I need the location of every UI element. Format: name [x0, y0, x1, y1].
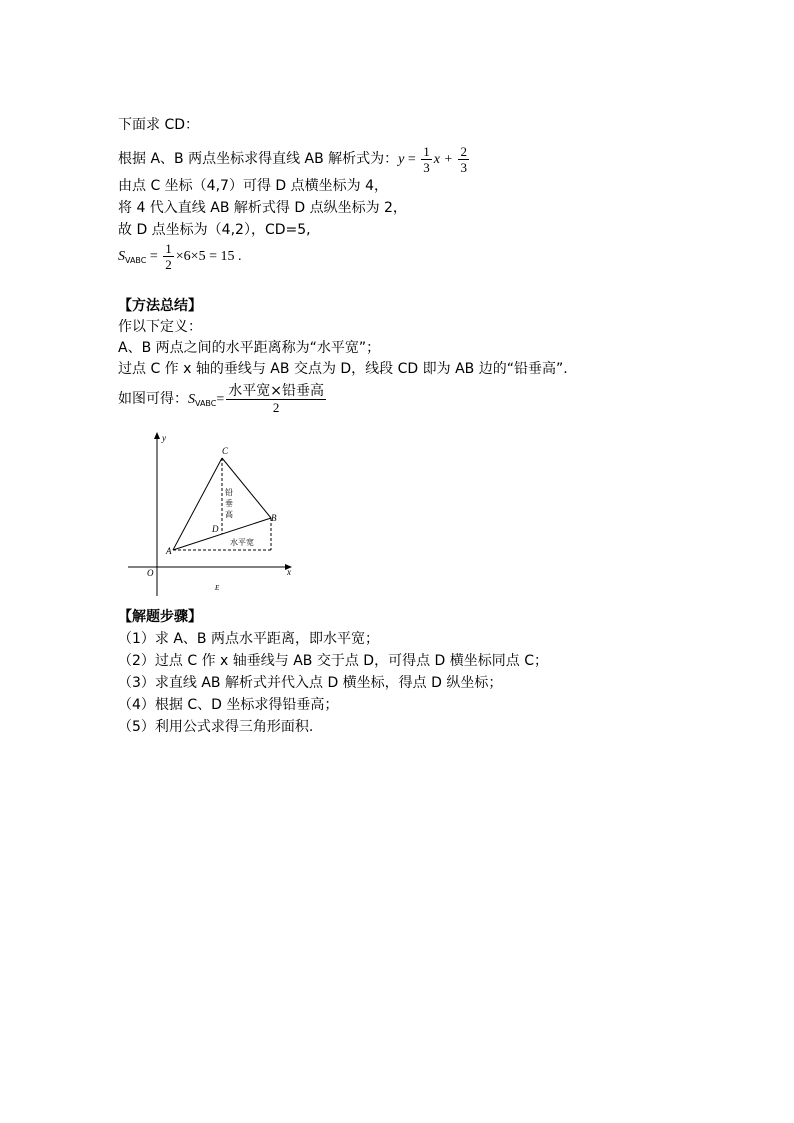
triangle-figure — [125, 428, 300, 598]
label-b: B — [271, 513, 277, 523]
label-e: E — [215, 584, 220, 592]
line-ab-intro: 根据 A、B 两点坐标求得直线 AB 解析式为： — [118, 151, 399, 167]
vertical-text-2: 垂 — [225, 499, 233, 508]
line-d-coord: 故 D 点坐标为（4,2），CD=5, — [118, 222, 311, 238]
step-item-4: （4）根据 C、D 坐标求得铅垂高； — [118, 697, 339, 713]
fraction-one-third: $\frac{1}{3}$ — [423, 144, 430, 176]
line-d-y: 将 4 代入直线 AB 解析式得 D 点纵坐标为 2， — [118, 200, 407, 216]
label-a: A — [166, 546, 172, 556]
line-ab-equation — [118, 143, 471, 176]
step-item-5: （5）利用公式求得三角形面积. — [118, 719, 314, 735]
label-y: y — [162, 433, 166, 443]
step-item-3: （3）求直线 AB 解析式并代入点 D 横坐标，得点 D 纵坐标； — [118, 675, 503, 691]
fraction-two-thirds: $\frac{2}{3}$ — [460, 144, 467, 176]
label-d: D — [212, 524, 219, 534]
y-axis-arrow — [154, 432, 160, 439]
vertical-text-1: 铅 — [225, 488, 233, 497]
solution-heading: 下面求 CD： — [118, 117, 200, 133]
label-x: x — [287, 567, 291, 577]
line-ab-formula: y = $\frac{1}{3}$ x + $\frac{2}{3}$ — [398, 144, 467, 176]
formula-fraction: $\frac{\text{水平宽×铅垂高}}{2}$ — [228, 382, 325, 415]
fraction-one-half: $\frac{1}{2}$ — [165, 240, 172, 272]
summary-def-intro: 作以下定义： — [118, 319, 202, 335]
label-c: C — [222, 446, 229, 456]
summary-title: 【方法总结】 — [118, 298, 202, 314]
summary-formula: 如图可得：$S_{VABC}=$ $\frac{\text{水平宽×铅垂高}}{2}$ — [118, 382, 325, 415]
step-item-2: （2）过点 C 作 x 轴垂线与 AB 交于点 D，可得点 D 横坐标同点 C； — [118, 653, 548, 669]
label-o: O — [147, 568, 154, 578]
vertical-text-3: 高 — [225, 510, 233, 519]
summary-def-height: 过点 C 作 x 轴的垂线与 AB 交点为 D，线段 CD 即为 AB 边的“铅垂高”. — [118, 361, 568, 377]
step-item-1: （1）求 A、B 两点水平距离，即水平宽； — [118, 631, 379, 647]
area-calculation: $S_{VABC}$ = $\frac{1}{2}$ ×6×5 = 15 . — [118, 240, 242, 272]
line-d-x: 由点 C 坐标（4,7）可得 D 点横坐标为 4， — [118, 178, 388, 194]
steps-title: 【解题步骤】 — [118, 609, 202, 625]
horizontal-width-label: 水平宽 — [230, 538, 254, 547]
summary-def-width: A、B 两点之间的水平距离称为“水平宽”； — [118, 340, 381, 356]
